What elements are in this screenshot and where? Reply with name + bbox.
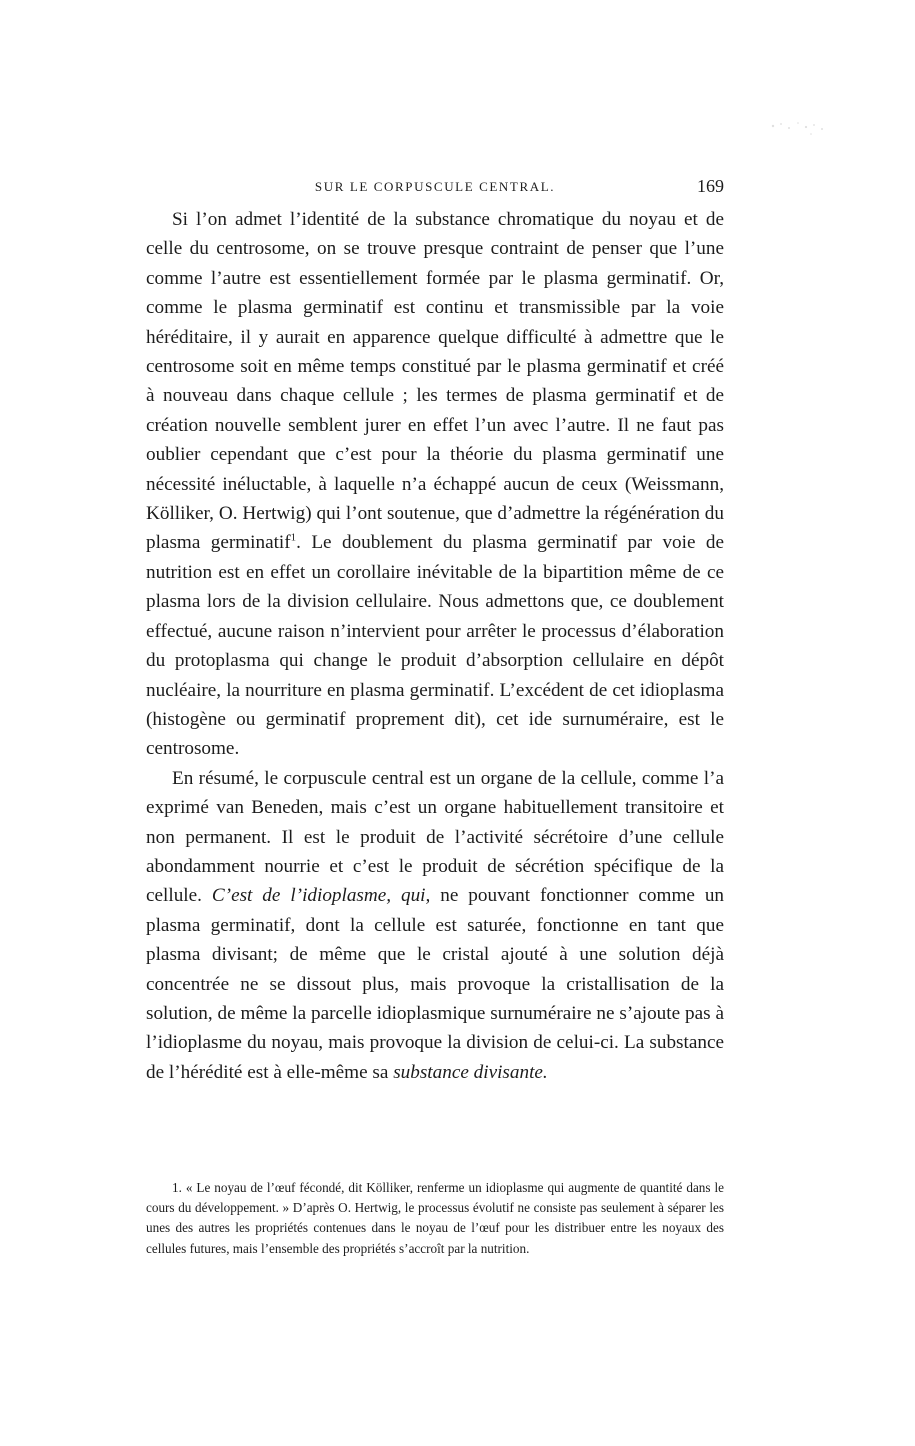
paragraph-1-text-continued: . Le doublement du plasma germinatif par voie de nutrition est en effet un corollaire inévitable de la bipartition même de ce plasma lors de la division cellulaire. Nous admettons que, ce doublement effectué, aucune raison n’intervient pour arrêter le processus d’élaboration du protoplasma qui change le produit d’absorption cellulaire en dépôt nucléaire, la nourriture en plasma germinatif. L’excédent de cet idioplasma (histogène ou germinatif proprement dit), cet ide surnuméraire, est le centrosome. [146,532,724,760]
footnote-reference: 1 [290,532,297,545]
paragraph-2-italic-closing: substance divisante. [393,1061,548,1083]
paragraph-2-text-continued: ne pouvant fonctionner comme un plasma germinatif, dont la cellule est saturée, fonctionne en tant que plasma divisant; de même que le cristal ajouté à une solution déjà concentrée ne se dissout plus, mais provoque la cristallisation de la solution, de même la parcelle idioplasmique surnuméraire ne s’ajoute pas à l’idioplasme du noyau, mais provoque la division de celui-ci. La substance de l’hérédité est à elle-même sa [146,885,725,1083]
footnotes [146,1178,724,1259]
paragraph-2 [146,764,724,1087]
footnote-number: 1. [172,1180,182,1195]
paragraph-1-text: Si l’on admet l’identité de la substance chromatique du noyau et de celle du centrosome, on se trouve presque contraint de penser que l’une comme l’autre est essentiellement formée par le plasma germinatif. Or, comme le plasma germinatif est continu et transmissible par la voie héréditaire, il y aurait en apparence quelque difficulté à admettre que le centrosome soit en même temps constitué par le plasma germinatif et créé à nouveau dans chaque cellule ; les termes de plasma germinatif et de création nouvelle semblent jurer en effet l’un avec l’autre. Il ne faut pas oublier cependant que c’est pour la théorie du plasma germinatif une nécessité inéluctable, à laquelle n’a échappé aucun de ceux (Weissmann, Kölliker, O. Hertwig) qui l’ont soutenue, que d’admettre la régénération du plasma germinatif [146,209,724,554]
paragraph-2-italic-phrase: C’est de l’idioplasme, qui, [211,885,431,907]
paragraph-2-text: En résumé, le corpuscule central est un organe de la cellule, comme l’a exprimé van Beneden, mais c’est un organe habituellement transitoire et non permanent. Il est le produit de l’activité sécrétoire d’une cellule abondamment nourrie et c’est le produit de sécrétion spécifique de la cellule. [146,767,724,907]
footnote-text: « Le noyau de l’œuf fécondé, dit Kölliker, renferme un idioplasme qui augmente de quantité dans le cours du développement. » D’après O. Hertwig, le processus évolutif ne consiste pas seulement à séparer les unes des autres les propriétés contenues dans le noyau de l’œuf pour les distribuer entre les noyaux des cellules futures, mais l’ensemble des propriétés s’accroît par la nutrition. [146,1180,724,1256]
footnote-1 [146,1178,724,1259]
running-title: SUR LE CORPUSCULE CENTRAL. [314,179,556,194]
page-number: 169 [697,176,724,196]
paragraph-1 [146,205,724,764]
paper-speck-mark [767,116,829,140]
running-header [146,176,724,198]
main-text [146,205,724,1087]
